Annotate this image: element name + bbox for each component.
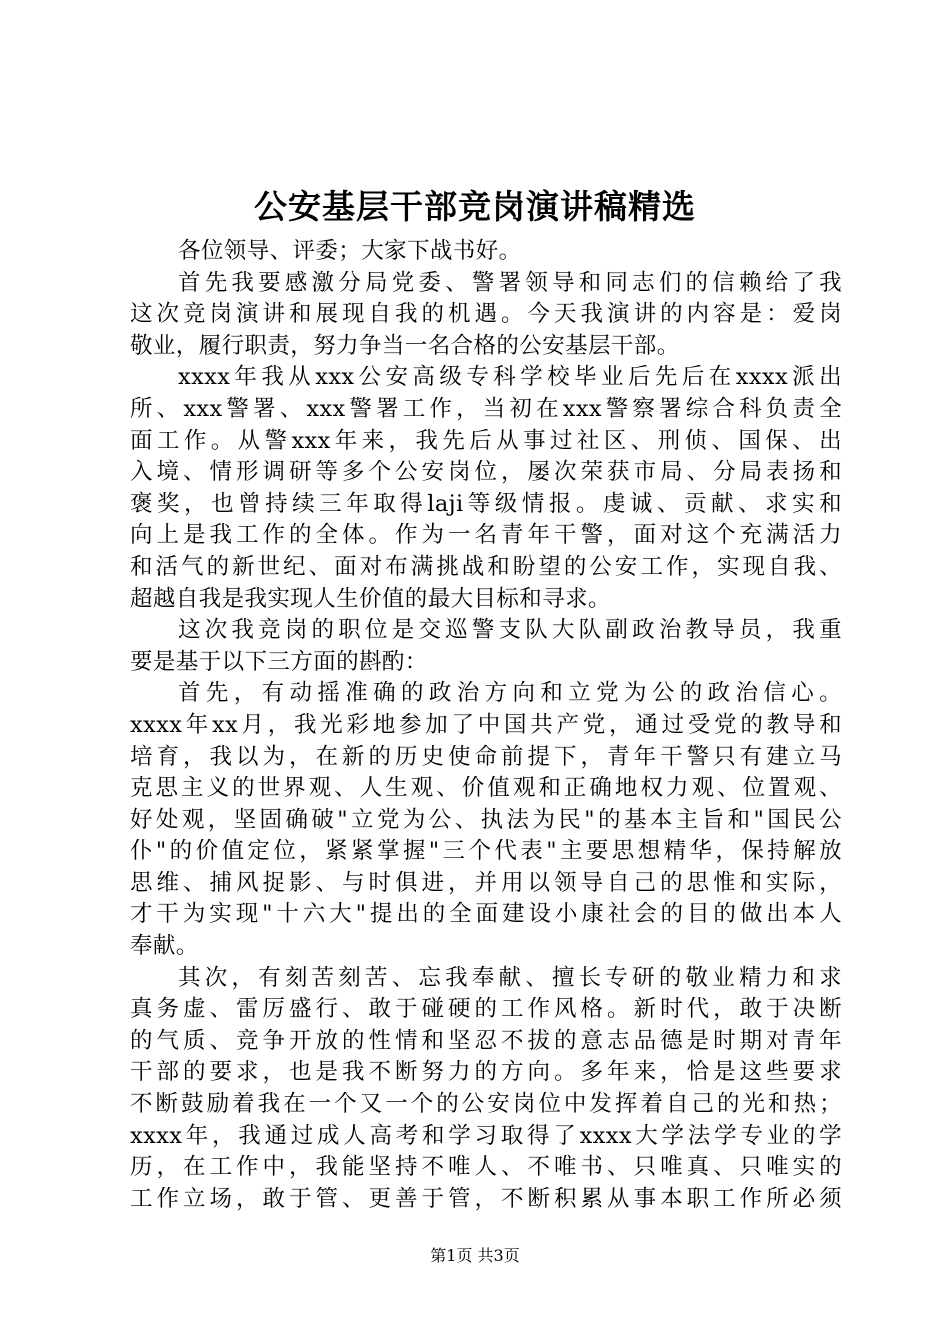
text-line: 要是基于以下三方面的斟酌： [130,648,428,675]
text-line: 和活气的新世纪、面对布满挑战和盼望的公安工作，实现自我、 [130,553,842,580]
text-line: 褒奖，也曾持续三年取得laji等级情报。虔诚、贡献、求实和 [130,490,842,517]
text-line: 所、xxx警署、xxx警署工作，当初在xxx警察署综合科负责全 [130,395,842,422]
text-line: 超越自我是我实现人生价值的最大目标和寻求。 [130,585,611,612]
page-footer: 第1页 共3页 [430,1246,520,1265]
text-line: 培育，我以为，在新的历史使命前提下，青年干警只有建立马 [130,743,842,770]
text-line: 好处观，坚固确破"立党为公、执法为民"的基本主旨和"国民公 [130,806,842,833]
text-line: 仆"的价值定位，紧紧掌握"三个代表"主要思想精华，保持解放 [130,838,842,865]
text-line: 克思主义的世界观、人生观、价值观和正确地权力观、位置观、 [130,775,842,802]
text-line: 才干为实现"十六大"提出的全面建设小康社会的目的做出本人 [130,901,842,928]
text-line: 首先我要感激分局党委、警署领导和同志们的信赖给了我 [178,269,842,296]
text-line: 首先，有动摇准确的政治方向和立党为公的政治信心。 [178,680,842,707]
text-line: 不断鼓励着我在一个又一个的公安岗位中发挥着自己的光和热； [130,1091,842,1118]
text-line: 敬业，履行职责，努力争当一名合格的公安基层干部。 [130,332,680,359]
text-line: 各位领导、评委；大家下战书好。 [178,238,522,264]
text-line: 真务虚、雷厉盛行、敢于碰硬的工作风格。新时代，敢于决断 [130,996,842,1023]
text-line: xxxx年我从xxx公安高级专科学校毕业后先后在xxxx派出 [178,364,842,391]
text-line: 向上是我工作的全体。作为一名青年干警，面对这个充满活力 [130,522,842,549]
text-line: 干部的要求，也是我不断努力的方向。多年来，恰是这些要求 [130,1059,842,1086]
document-body [130,236,842,1215]
text-line: 奉献。 [130,933,199,960]
text-line: 思维、捕风捉影、与时俱进，并用以领导自己的思惟和实际， [130,869,842,896]
text-line: 这次竞岗演讲和展现自我的机遇。今天我演讲的内容是：爱岗 [130,301,842,328]
text-line: xxxx年，我通过成人高考和学习取得了xxxx大学法学专业的学 [130,1122,842,1149]
document-title: 公安基层干部竞岗演讲稿精选 [254,187,696,226]
text-line: 的气质、竞争开放的性情和坚忍不拔的意志品德是时期对青年 [130,1027,842,1054]
text-line: 这次我竞岗的职位是交巡警支队大队副政治教导员，我重 [178,617,842,644]
text-line: xxxx年xx月，我光彩地参加了中国共产党，通过受党的教导和 [130,711,842,738]
text-line: 其次，有刻苦刻苦、忘我奉献、擅长专研的敬业精力和求 [178,964,842,991]
text-line: 工作立场，敢于管、更善于管，不断积累从事本职工作所必须 [130,1185,842,1212]
text-line: 面工作。从警xxx年来，我先后从事过社区、刑侦、国保、出 [130,427,842,454]
text-line: 历，在工作中，我能坚持不唯人、不唯书、只唯真、只唯实的 [130,1154,842,1181]
text-line: 入境、情形调研等多个公安岗位，屡次荣获市局、分局表扬和 [130,459,842,486]
